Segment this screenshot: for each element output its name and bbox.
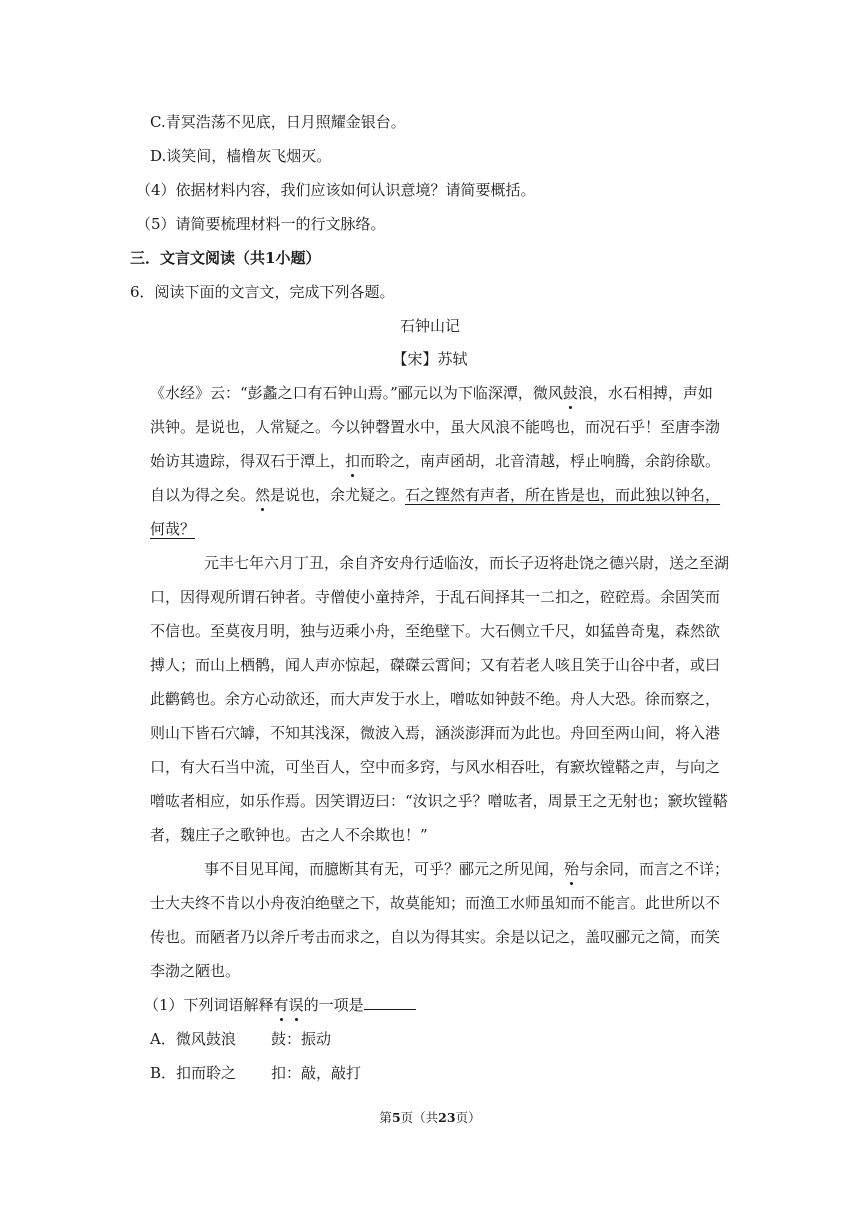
underlined-sentence: 石之铿然有声者，所在皆是也，而此独以钟名， (405, 486, 721, 504)
essay-p2-line: 则山下皆石穴罅，不知其浅深，微波入焉，涵淡澎湃而为此也。舟回至两山间，将入港 (150, 724, 721, 742)
essay-p2-line: 元丰七年六月丁丑，余自齐安舟行适临汝，而长子迈将赴饶之德兴尉，送之至湖 (204, 554, 730, 572)
essay-p1-line: 洪钟。是说也，人常疑之。今以钟磬置水中，虽大风浪不能鸣也，而况石乎！至唐李渤 (150, 418, 721, 436)
question-5: （5）请简要梳理材料一的行文脉络。 (136, 215, 386, 233)
section-heading: 三．文言文阅读（共1小题） (130, 249, 321, 267)
underlined-sentence: 何哉？ (150, 520, 196, 538)
choice-b (150, 1063, 362, 1083)
essay-p3-line (204, 859, 729, 879)
text-run: 浪，水石相搏，声如 (577, 384, 713, 402)
essay-p2-line: 口，因得观所谓石钟者。寺僧使小童持斧，于乱石间择其一二扣之，硿硿焉。余固笑而 (150, 588, 721, 606)
choice-letter: B． (150, 1064, 177, 1082)
page-total: 23 (438, 1110, 456, 1125)
essay-p1-line (150, 451, 720, 471)
emphasis-dot-char: 殆 (564, 860, 580, 878)
essay-p3-line: 李渤之陋也。 (150, 962, 241, 980)
text-run: 而聆之，南声函胡，北音清越，桴止响腾，余韵徐歇。 (360, 452, 721, 470)
choice-gloss: 鼓：振动 (271, 1030, 332, 1048)
essay-p2-line: 者，魏庄子之歌钟也。古之人不余欺也！” (150, 826, 428, 844)
essay-p1-line (150, 485, 720, 505)
text-run: 与余同，而言之不详； (579, 860, 730, 878)
sub-question-1 (144, 995, 416, 1015)
essay-p3-line: 传也。而陋者乃以斧斤考击而求之，自以为得其实。余是以记之，盖叹郦元之简，而笑 (150, 928, 721, 946)
choice-phrase: 微风鼓浪 (175, 1030, 236, 1048)
emphasis-dot-char: 鼓 (562, 384, 578, 402)
footer-text: 页） (455, 1110, 481, 1125)
essay-p2-line: 此鹳鹤也。余方心动欲还，而大声发于水上，噌吰如钟鼓不绝。舟人大恐。徐而察之， (150, 690, 721, 708)
text-run: 是说也，余尤疑之。 (270, 486, 406, 504)
essay-p3-line: 士大夫终不肯以小舟夜泊绝壁之下，故莫能知；而渔工水师虽知而不能言。此世所以不 (150, 894, 721, 912)
essay-title: 石钟山记 (399, 317, 460, 335)
answer-blank (364, 995, 416, 1010)
essay-p1-line (150, 519, 195, 539)
emphasis-dot-char: 扣 (345, 452, 361, 470)
essay-p2-line: 口，有大石当中流，可坐百人，空中而多窍，与风水相吞吐，有窾坎镗鞳之声，与向之 (150, 758, 721, 776)
emphasis-dot-char: 然 (255, 486, 271, 504)
page-number: 5 (391, 1110, 401, 1125)
text-run: 的一项是 (303, 996, 364, 1014)
essay-p2-line: 不信也。至莫夜月明，独与迈乘小舟，至绝壁下。大石侧立千尺，如猛兽奇鬼，森然欲 (150, 622, 721, 640)
choice-letter: A． (150, 1030, 176, 1048)
choice-a (150, 1029, 332, 1049)
option-c: C.青冥浩荡不见底，日月照耀金银台。 (150, 113, 406, 131)
essay-p2-line: 搏人；而山上栖鹘，闻人声亦惊起，磔磔云霄间；又有若老人咳且笑于山谷中者，或曰 (150, 656, 721, 674)
essay-author: 【宋】苏轼 (392, 350, 468, 368)
page-footer (0, 1110, 860, 1126)
footer-text: 页（共 (400, 1110, 439, 1125)
text-run: 始访其遗踪，得双石于潭上， (150, 452, 346, 470)
text-run: （1）下列词语解释 (144, 996, 274, 1014)
text-run: 自以为得之矣。 (150, 486, 256, 504)
essay-p1-line (150, 383, 713, 403)
emphasis-dot-char: 误 (288, 996, 304, 1014)
choice-gloss: 扣：敲，敲打 (271, 1064, 362, 1082)
footer-text: 第 (379, 1110, 392, 1125)
choice-phrase: 扣而聆之 (176, 1064, 237, 1082)
question-4: （4）依据材料内容，我们应该如何认识意境？请简要概括。 (136, 181, 536, 199)
text-run: 《水经》云：“彭蠡之口有石钟山焉。”郦元以为下临深潭，微风 (150, 384, 563, 402)
option-d: D.谈笑间，樯橹灰飞烟灭。 (150, 147, 332, 165)
essay-p2-line: 噌吰者相应，如乐作焉。因笑谓迈曰：“汝识之乎？噌吰者，周景王之无射也；窾坎镗鞳 (150, 792, 728, 810)
question-6: 6．阅读下面的文言文，完成下列各题。 (130, 283, 395, 301)
text-run: 事不目见耳闻，而臆断其有无，可乎？郦元之所见闻， (204, 860, 565, 878)
emphasis-dot-char: 有 (273, 996, 289, 1014)
